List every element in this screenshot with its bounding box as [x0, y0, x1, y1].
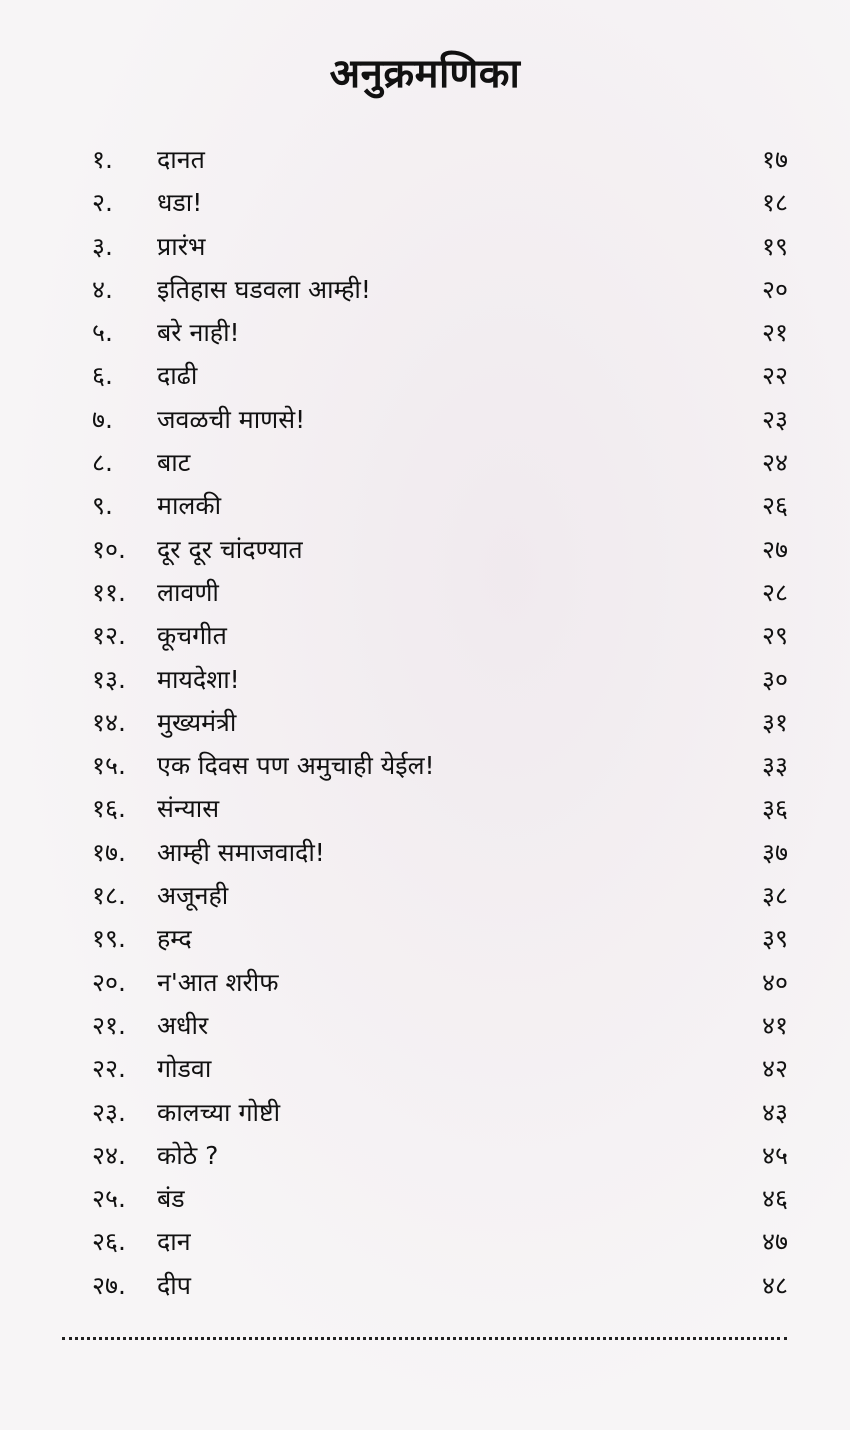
toc-entry-page-number: ४६ [761, 1184, 788, 1214]
toc-entry-title: एक दिवस पण अमुचाही येईल! [157, 751, 435, 781]
toc-entry [0, 1093, 850, 1136]
toc-entry-number: ८. [92, 448, 113, 478]
toc-entry-page-number: २६ [761, 491, 788, 521]
toc-entry-page-number: ३९ [761, 924, 788, 954]
toc-entry-title: कूचगीत [157, 621, 227, 651]
toc-entry-page-number: १९ [761, 231, 788, 261]
toc-entry-title: बाट [157, 448, 191, 478]
toc-entry [0, 1049, 850, 1092]
dotted-divider [62, 1337, 787, 1340]
toc-entry [0, 1222, 850, 1265]
toc-entry-page-number: ४७ [761, 1227, 788, 1257]
toc-entry-title: मुख्यमंत्री [157, 707, 237, 737]
toc-entry-number: २३. [92, 1097, 126, 1127]
toc-entry [0, 227, 850, 270]
toc-entry-title: हम्द [157, 924, 192, 954]
toc-entry-title: कोठे ? [157, 1140, 219, 1170]
toc-entry-title: धडा! [157, 188, 203, 218]
toc-entry-number: २१. [92, 1010, 126, 1040]
toc-entry-number: १४. [92, 707, 126, 737]
toc-entry-number: ६. [92, 361, 113, 391]
toc-entry [0, 530, 850, 573]
toc-entry-number: १७. [92, 837, 126, 867]
toc-entry [0, 1136, 850, 1179]
toc-entry-number: १२. [92, 621, 126, 651]
toc-entry-page-number: २७ [761, 534, 788, 564]
toc-entry-title: मालकी [157, 491, 222, 521]
toc-entry-number: ९. [92, 491, 113, 521]
page-title: अनुक्रमणिका [329, 51, 521, 97]
toc-entry-page-number: ३३ [761, 751, 788, 781]
toc-entry-number: १५. [92, 751, 126, 781]
toc-entry-number: २. [92, 188, 113, 218]
toc-entry-page-number: ३० [761, 664, 788, 694]
toc-entry [0, 443, 850, 486]
toc-entry-title: दाढी [157, 361, 198, 391]
table-of-contents [0, 140, 850, 1309]
toc-entry-number: २४. [92, 1140, 126, 1170]
toc-entry-title: दूर दूर चांदण्यात [157, 534, 303, 564]
toc-entry-title: न'आत शरीफ [157, 967, 279, 997]
toc-entry [0, 270, 850, 313]
toc-entry-title: बंड [157, 1184, 185, 1214]
toc-entry-page-number: १७ [761, 145, 788, 174]
toc-entry-page-number: ४३ [761, 1097, 788, 1127]
toc-entry [0, 140, 850, 183]
toc-entry-title: दान [157, 1227, 191, 1257]
toc-entry [0, 1266, 850, 1309]
toc-entry [0, 919, 850, 962]
toc-entry-page-number: ३१ [761, 707, 788, 737]
toc-entry-number: १८. [92, 881, 126, 911]
toc-entry [0, 789, 850, 832]
toc-entry-title: मायदेशा! [157, 664, 240, 694]
toc-entry-page-number: १८ [761, 188, 788, 218]
toc-entry [0, 486, 850, 529]
toc-entry-title: अजूनही [157, 881, 229, 911]
toc-entry-title: जवळची माणसे! [157, 404, 306, 434]
toc-entry [0, 573, 850, 616]
toc-entry-page-number: २४ [761, 448, 788, 478]
toc-entry [0, 356, 850, 399]
toc-entry-title: गोडवा [157, 1054, 212, 1084]
toc-entry [0, 1006, 850, 1049]
toc-entry-number: १३. [92, 664, 126, 694]
toc-entry-page-number: ४८ [761, 1270, 788, 1300]
toc-entry [0, 746, 850, 789]
toc-entry [0, 703, 850, 746]
toc-entry [0, 313, 850, 356]
toc-entry-number: २५. [92, 1184, 126, 1214]
toc-entry [0, 1179, 850, 1222]
toc-entry [0, 963, 850, 1006]
toc-entry-title: लावणी [157, 577, 219, 607]
toc-entry-page-number: ४१ [761, 1010, 788, 1040]
toc-entry-number: ३. [92, 231, 113, 261]
toc-entry-number: ५. [92, 318, 113, 348]
toc-entry [0, 876, 850, 919]
toc-entry-number: २६. [92, 1227, 126, 1257]
toc-entry-page-number: ४० [761, 967, 788, 997]
toc-entry-title: कालच्या गोष्टी [157, 1097, 281, 1127]
toc-entry-page-number: २८ [761, 577, 788, 607]
toc-entry [0, 833, 850, 876]
toc-entry-title: दानत [157, 145, 205, 174]
toc-entry-page-number: ४५ [761, 1140, 788, 1170]
toc-entry-number: ११. [92, 577, 126, 607]
toc-entry [0, 183, 850, 226]
toc-entry-number: १९. [92, 924, 126, 954]
toc-entry-title: अधीर [157, 1010, 209, 1040]
toc-entry-title: संन्यास [157, 794, 220, 824]
toc-entry-page-number: ३७ [761, 837, 788, 867]
toc-entry-page-number: ३६ [761, 794, 788, 824]
toc-entry [0, 660, 850, 703]
toc-entry-page-number: २३ [761, 404, 788, 434]
toc-entry [0, 616, 850, 659]
toc-entry-page-number: २१ [761, 318, 788, 348]
toc-entry-number: २२. [92, 1054, 126, 1084]
toc-entry-number: १. [92, 145, 113, 174]
toc-entry-title: आम्ही समाजवादी! [157, 837, 325, 867]
toc-entry-number: २०. [92, 967, 126, 997]
toc-entry-number: ४. [92, 274, 113, 304]
toc-entry-number: १०. [92, 534, 126, 564]
toc-entry-title: दीप [157, 1270, 191, 1300]
toc-entry-title: बरे नाही! [157, 318, 240, 348]
toc-entry [0, 400, 850, 443]
toc-entry-page-number: ३८ [761, 881, 788, 911]
toc-entry-title: इतिहास घडवला आम्ही! [157, 274, 371, 304]
toc-entry-title: प्रारंभ [157, 231, 206, 261]
toc-entry-number: २७. [92, 1270, 126, 1300]
toc-entry-page-number: ४२ [761, 1054, 788, 1084]
toc-entry-page-number: २० [761, 274, 788, 304]
toc-entry-page-number: २९ [761, 621, 788, 651]
toc-entry-number: १६. [92, 794, 126, 824]
toc-entry-number: ७. [92, 404, 113, 434]
toc-entry-page-number: २२ [761, 361, 788, 391]
